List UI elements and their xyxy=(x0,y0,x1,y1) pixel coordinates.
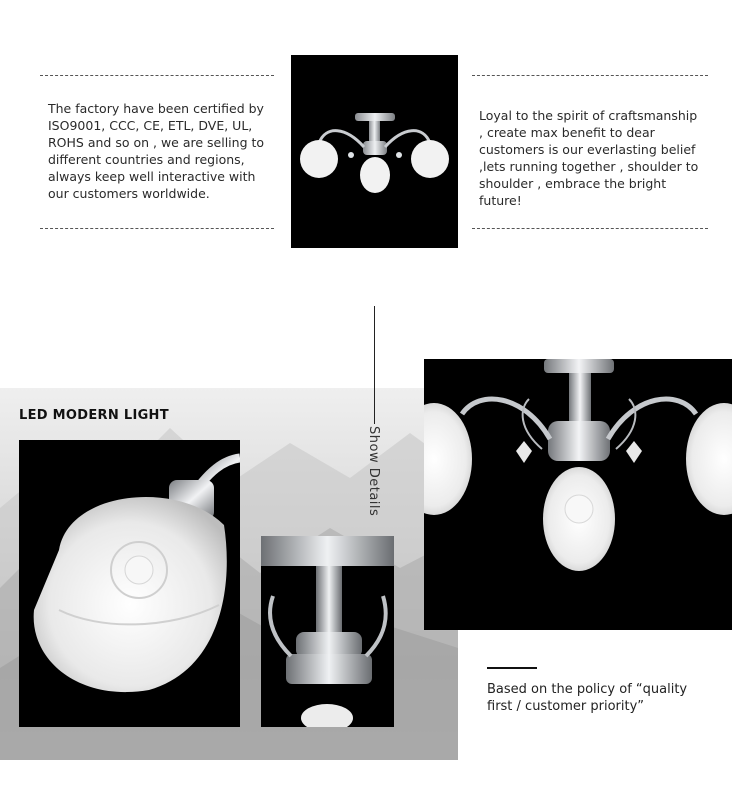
product-image-glass-closeup xyxy=(19,440,240,727)
show-details-link[interactable]: Show Details xyxy=(366,426,381,517)
divider-top-right xyxy=(472,75,708,76)
certification-text: The factory have been certified by ISO9001, CCC, CE, ETL, DVE, UL, ROHS and so on , we are selling to different countries and regions, always keep well interactive with our customers worldwide. xyxy=(48,101,265,201)
product-image-ceiling-mount xyxy=(261,536,394,727)
product-image-chandelier-large xyxy=(424,359,732,630)
product-image-chandelier-small xyxy=(291,55,458,248)
details-line xyxy=(374,306,375,424)
section-title: LED MODERN LIGHT xyxy=(19,408,169,423)
policy-text: Based on the policy of “quality first / customer priority” xyxy=(487,682,688,714)
craftsmanship-text: Loyal to the spirit of craftsmanship , create max benefit to dear customers is our everlasting belief ,lets running together , shoulder to shoulder , embrace the bright future! xyxy=(479,108,699,208)
divider-bottom-left xyxy=(40,228,274,229)
policy-accent-bar xyxy=(487,667,537,669)
divider-bottom-right xyxy=(472,228,708,229)
divider-top-left xyxy=(40,75,274,76)
